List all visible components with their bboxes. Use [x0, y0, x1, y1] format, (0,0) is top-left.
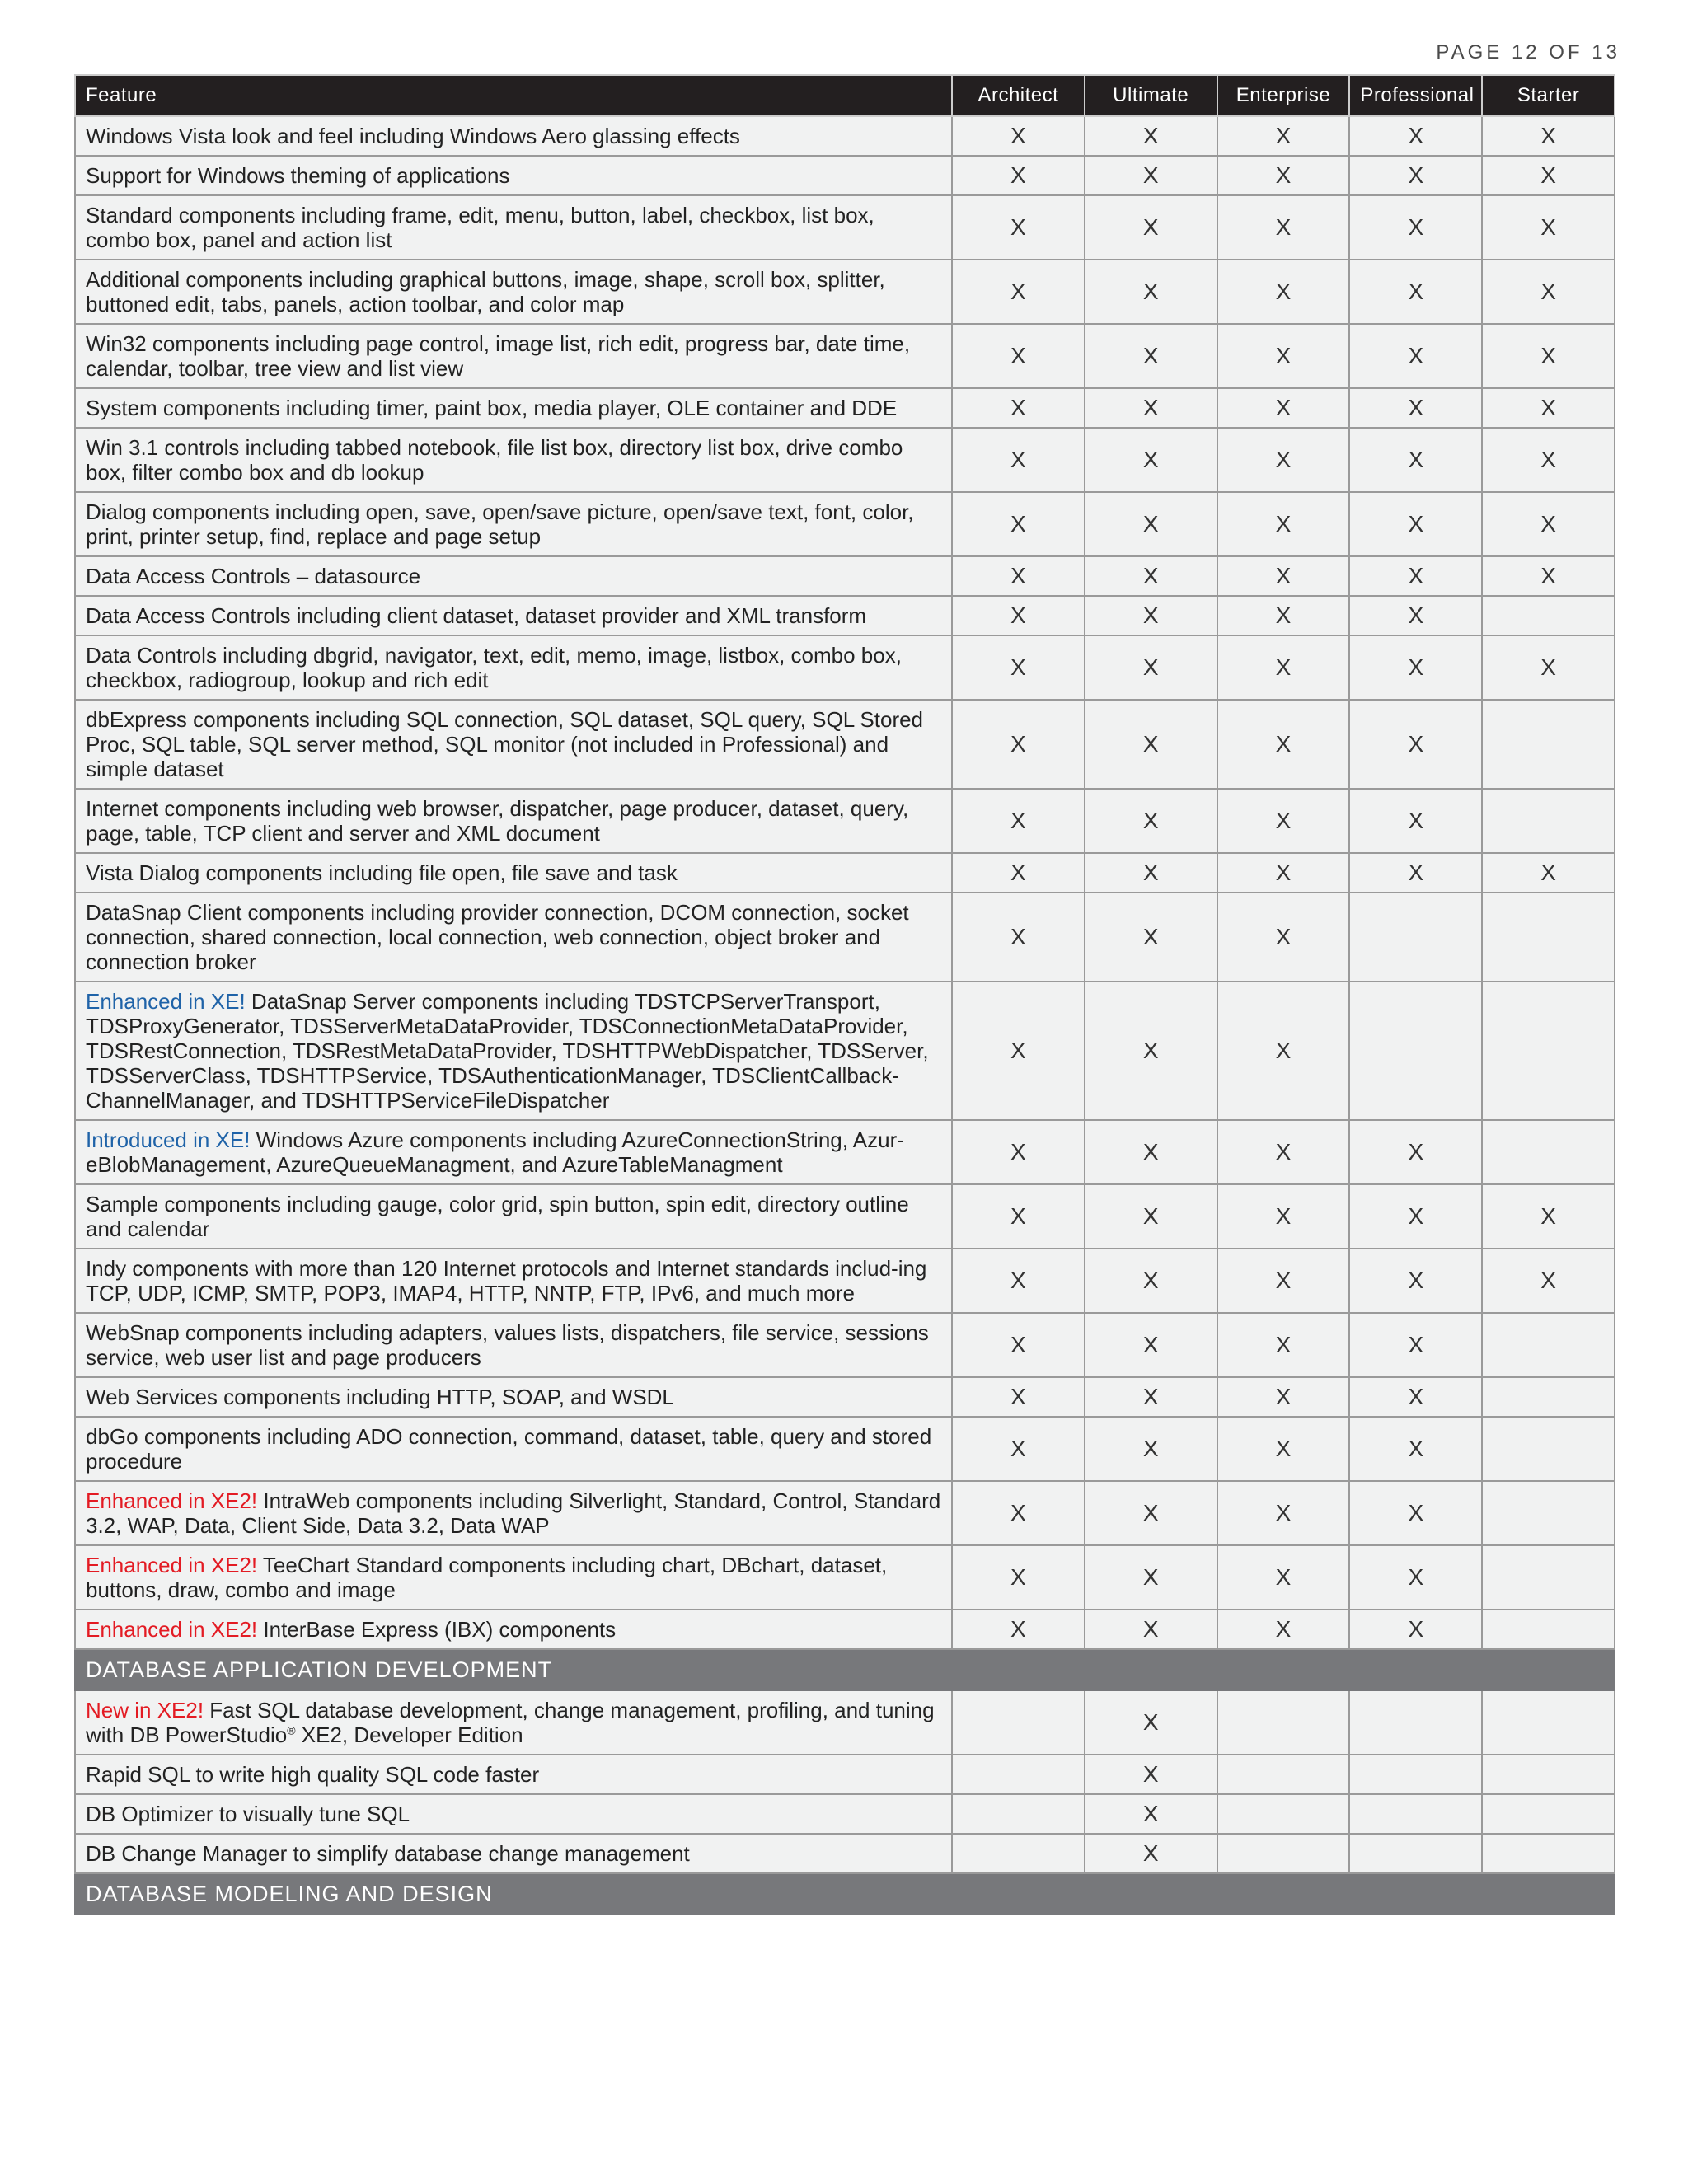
- feature-tag: New in XE2!: [86, 1698, 204, 1722]
- feature-cell: [75, 1690, 952, 1755]
- table-row: [75, 1377, 1615, 1417]
- edition-mark-starter: X: [1482, 1184, 1615, 1249]
- feature-comparison-table: [74, 74, 1615, 1915]
- feature-cell: [75, 556, 952, 596]
- edition-mark-ultimate: X: [1085, 260, 1217, 324]
- table-row: [75, 982, 1615, 1120]
- edition-mark-professional: X: [1349, 324, 1482, 388]
- edition-mark-professional: X: [1349, 1545, 1482, 1610]
- edition-mark-enterprise: X: [1217, 428, 1350, 492]
- edition-mark-enterprise: X: [1217, 260, 1350, 324]
- edition-mark-starter: X: [1482, 388, 1615, 428]
- edition-mark-starter: [1482, 1313, 1615, 1377]
- table-row: [75, 1545, 1615, 1610]
- edition-mark-architect: X: [952, 1377, 1085, 1417]
- feature-cell: [75, 1184, 952, 1249]
- table-row: [75, 893, 1615, 982]
- feature-text: DataSnap Client components including provider connection, DCOM connection, socket connection, shared connection, local connection, web connection, object broker and connection broker: [86, 900, 909, 974]
- feature-cell: [75, 982, 952, 1120]
- table-row: [75, 853, 1615, 893]
- edition-mark-professional: [1349, 1690, 1482, 1755]
- edition-mark-starter: X: [1482, 156, 1615, 195]
- feature-cell: [75, 1610, 952, 1649]
- edition-mark-professional: X: [1349, 1120, 1482, 1184]
- edition-mark-starter: X: [1482, 324, 1615, 388]
- feature-cell: [75, 156, 952, 195]
- edition-mark-professional: X: [1349, 1417, 1482, 1481]
- edition-mark-architect: X: [952, 1313, 1085, 1377]
- edition-mark-enterprise: X: [1217, 700, 1350, 789]
- edition-mark-starter: X: [1482, 556, 1615, 596]
- column-header-feature: Feature: [75, 75, 952, 116]
- edition-mark-professional: X: [1349, 635, 1482, 700]
- edition-mark-architect: X: [952, 1610, 1085, 1649]
- feature-cell: [75, 1545, 952, 1610]
- edition-mark-ultimate: X: [1085, 1120, 1217, 1184]
- edition-mark-starter: [1482, 1377, 1615, 1417]
- table-row: [75, 1834, 1615, 1873]
- table-row: [75, 596, 1615, 635]
- edition-mark-enterprise: X: [1217, 982, 1350, 1120]
- column-header-starter: Starter: [1482, 75, 1615, 116]
- edition-mark-enterprise: X: [1217, 1184, 1350, 1249]
- table-body: [75, 116, 1615, 1915]
- column-header-architect: Architect: [952, 75, 1085, 116]
- edition-mark-enterprise: X: [1217, 789, 1350, 853]
- feature-text: Data Controls including dbgrid, navigator, text, edit, memo, image, listbox, combo box, checkbox, radiogroup, lookup and rich edit: [86, 643, 902, 692]
- edition-mark-professional: X: [1349, 1610, 1482, 1649]
- edition-mark-starter: [1482, 1481, 1615, 1545]
- edition-mark-starter: [1482, 1794, 1615, 1834]
- feature-text: Additional components including graphical buttons, image, shape, scroll box, splitter, buttoned edit, tabs, panels, action toolbar, and color map: [86, 267, 885, 316]
- feature-cell: [75, 1313, 952, 1377]
- feature-cell: [75, 1481, 952, 1545]
- feature-text-after: XE2, Developer Edition: [295, 1722, 523, 1747]
- edition-mark-enterprise: X: [1217, 1313, 1350, 1377]
- section-header-row: [75, 1873, 1615, 1915]
- edition-mark-professional: X: [1349, 556, 1482, 596]
- feature-text: Support for Windows theming of applications: [86, 163, 510, 188]
- edition-mark-ultimate: X: [1085, 789, 1217, 853]
- edition-mark-architect: X: [952, 1417, 1085, 1481]
- edition-mark-enterprise: X: [1217, 116, 1350, 156]
- table-header-row: [75, 75, 1615, 116]
- edition-mark-starter: [1482, 1610, 1615, 1649]
- feature-cell: [75, 596, 952, 635]
- feature-text: Sample components including gauge, color grid, spin button, spin edit, directory outline and calendar: [86, 1192, 909, 1241]
- edition-mark-ultimate: X: [1085, 195, 1217, 260]
- feature-text: Win32 components including page control, image list, rich edit, progress bar, date time, calendar, toolbar, tree view and list view: [86, 331, 911, 381]
- edition-mark-ultimate: X: [1085, 1377, 1217, 1417]
- edition-mark-professional: [1349, 982, 1482, 1120]
- feature-cell: [75, 635, 952, 700]
- feature-cell: [75, 789, 952, 853]
- edition-mark-enterprise: [1217, 1834, 1350, 1873]
- edition-mark-professional: X: [1349, 260, 1482, 324]
- edition-mark-ultimate: X: [1085, 556, 1217, 596]
- edition-mark-starter: [1482, 982, 1615, 1120]
- edition-mark-ultimate: X: [1085, 156, 1217, 195]
- feature-text: Web Services components including HTTP, SOAP, and WSDL: [86, 1385, 674, 1409]
- edition-mark-architect: X: [952, 1545, 1085, 1610]
- edition-mark-architect: X: [952, 260, 1085, 324]
- edition-mark-professional: X: [1349, 388, 1482, 428]
- edition-mark-architect: [952, 1690, 1085, 1755]
- edition-mark-ultimate: X: [1085, 1481, 1217, 1545]
- edition-mark-enterprise: X: [1217, 1545, 1350, 1610]
- feature-text: System components including timer, paint box, media player, OLE container and DDE: [86, 396, 898, 420]
- edition-mark-starter: [1482, 596, 1615, 635]
- feature-cell: [75, 260, 952, 324]
- feature-text: Windows Vista look and feel including Windows Aero glassing effects: [86, 124, 740, 148]
- edition-mark-architect: X: [952, 635, 1085, 700]
- edition-mark-enterprise: X: [1217, 388, 1350, 428]
- table-row: [75, 700, 1615, 789]
- edition-mark-enterprise: X: [1217, 195, 1350, 260]
- edition-mark-architect: X: [952, 156, 1085, 195]
- edition-mark-starter: [1482, 893, 1615, 982]
- edition-mark-professional: X: [1349, 195, 1482, 260]
- feature-cell: [75, 893, 952, 982]
- edition-mark-enterprise: X: [1217, 853, 1350, 893]
- feature-text: Rapid SQL to write high quality SQL code faster: [86, 1762, 540, 1787]
- section-title: DATABASE MODELING AND DESIGN: [75, 1873, 1615, 1915]
- edition-mark-enterprise: X: [1217, 596, 1350, 635]
- edition-mark-enterprise: [1217, 1755, 1350, 1794]
- edition-mark-architect: X: [952, 1249, 1085, 1313]
- table-row: [75, 1120, 1615, 1184]
- edition-mark-ultimate: X: [1085, 1249, 1217, 1313]
- edition-mark-starter: [1482, 1755, 1615, 1794]
- feature-cell: [75, 116, 952, 156]
- edition-mark-ultimate: X: [1085, 635, 1217, 700]
- table-row: [75, 156, 1615, 195]
- feature-cell: [75, 428, 952, 492]
- table-row: [75, 388, 1615, 428]
- feature-cell: [75, 1120, 952, 1184]
- feature-text: Windows Azure components including AzureConnectionString, Azur-eBlobManagement, AzureQueueManagment, and AzureTableManagment: [86, 1127, 904, 1177]
- edition-mark-architect: X: [952, 982, 1085, 1120]
- edition-mark-professional: [1349, 1834, 1482, 1873]
- page-number: PAGE 12 OF 13: [1436, 41, 1620, 63]
- feature-tag: Enhanced in XE2!: [86, 1553, 258, 1577]
- feature-text: Dialog components including open, save, open/save picture, open/save text, font, color, print, printer setup, find, replace and page setup: [86, 499, 914, 549]
- edition-mark-professional: X: [1349, 116, 1482, 156]
- edition-mark-architect: X: [952, 789, 1085, 853]
- edition-mark-professional: X: [1349, 853, 1482, 893]
- edition-mark-enterprise: X: [1217, 893, 1350, 982]
- edition-mark-ultimate: X: [1085, 1417, 1217, 1481]
- table-row: [75, 1249, 1615, 1313]
- edition-mark-ultimate: X: [1085, 893, 1217, 982]
- edition-mark-ultimate: X: [1085, 1794, 1217, 1834]
- feature-text: dbGo components including ADO connection, command, dataset, table, query and stored procedure: [86, 1424, 932, 1474]
- section-title: DATABASE APPLICATION DEVELOPMENT: [75, 1649, 1615, 1690]
- edition-mark-starter: X: [1482, 1249, 1615, 1313]
- edition-mark-professional: X: [1349, 596, 1482, 635]
- edition-mark-architect: X: [952, 388, 1085, 428]
- feature-text: WebSnap components including adapters, values lists, dispatchers, file service, sessions service, web user list and page producers: [86, 1320, 929, 1370]
- edition-mark-enterprise: X: [1217, 1417, 1350, 1481]
- edition-mark-enterprise: X: [1217, 156, 1350, 195]
- edition-mark-ultimate: X: [1085, 388, 1217, 428]
- feature-text: dbExpress components including SQL connection, SQL dataset, SQL query, SQL Stored Proc, SQL table, SQL server method, SQL monitor (not included in Professional) and simple dataset: [86, 707, 924, 781]
- edition-mark-architect: X: [952, 700, 1085, 789]
- column-header-enterprise: Enterprise: [1217, 75, 1350, 116]
- edition-mark-ultimate: X: [1085, 596, 1217, 635]
- feature-text: Data Access Controls including client dataset, dataset provider and XML transform: [86, 603, 867, 628]
- edition-mark-professional: [1349, 1794, 1482, 1834]
- feature-cell: [75, 324, 952, 388]
- edition-mark-starter: X: [1482, 428, 1615, 492]
- section-header-row: [75, 1649, 1615, 1690]
- edition-mark-enterprise: X: [1217, 1377, 1350, 1417]
- table-row: [75, 635, 1615, 700]
- edition-mark-starter: X: [1482, 195, 1615, 260]
- edition-mark-professional: X: [1349, 1481, 1482, 1545]
- feature-text: Fast SQL database development, change management, profiling, and tuning with DB PowerStudio: [86, 1698, 935, 1747]
- feature-text: IntraWeb components including Silverlight, Standard, Control, Standard 3.2, WAP, Data, Client Side, Data 3.2, Data WAP: [86, 1488, 941, 1538]
- feature-text: TeeChart Standard components including chart, DBchart, dataset, buttons, draw, combo and image: [86, 1553, 888, 1602]
- edition-mark-professional: [1349, 893, 1482, 982]
- edition-mark-architect: X: [952, 1120, 1085, 1184]
- feature-text: Vista Dialog components including file open, file save and task: [86, 860, 678, 885]
- edition-mark-starter: X: [1482, 116, 1615, 156]
- edition-mark-starter: [1482, 1417, 1615, 1481]
- feature-text: Data Access Controls – datasource: [86, 564, 421, 588]
- edition-mark-ultimate: X: [1085, 428, 1217, 492]
- feature-cell: [75, 1417, 952, 1481]
- table-row: [75, 1610, 1615, 1649]
- feature-cell: [75, 853, 952, 893]
- edition-mark-architect: X: [952, 556, 1085, 596]
- edition-mark-starter: [1482, 1120, 1615, 1184]
- edition-mark-ultimate: X: [1085, 1313, 1217, 1377]
- edition-mark-enterprise: [1217, 1794, 1350, 1834]
- edition-mark-architect: X: [952, 195, 1085, 260]
- edition-mark-ultimate: X: [1085, 116, 1217, 156]
- edition-mark-starter: [1482, 1545, 1615, 1610]
- feature-text: DB Optimizer to visually tune SQL: [86, 1802, 410, 1826]
- feature-cell: [75, 1249, 952, 1313]
- feature-tag: Enhanced in XE2!: [86, 1617, 258, 1642]
- feature-text: DB Change Manager to simplify database change management: [86, 1841, 690, 1866]
- edition-mark-professional: [1349, 1755, 1482, 1794]
- feature-cell: [75, 700, 952, 789]
- edition-mark-ultimate: X: [1085, 492, 1217, 556]
- edition-mark-ultimate: X: [1085, 1834, 1217, 1873]
- feature-text: Internet components including web browser, dispatcher, page producer, dataset, query, page, table, TCP client and server and XML document: [86, 796, 909, 846]
- edition-mark-professional: X: [1349, 1184, 1482, 1249]
- feature-cell: [75, 492, 952, 556]
- edition-mark-enterprise: X: [1217, 635, 1350, 700]
- edition-mark-professional: X: [1349, 789, 1482, 853]
- feature-cell: [75, 1834, 952, 1873]
- edition-mark-starter: [1482, 1690, 1615, 1755]
- edition-mark-starter: X: [1482, 492, 1615, 556]
- edition-mark-starter: X: [1482, 853, 1615, 893]
- edition-mark-enterprise: X: [1217, 1249, 1350, 1313]
- edition-mark-enterprise: X: [1217, 492, 1350, 556]
- edition-mark-professional: X: [1349, 1249, 1482, 1313]
- edition-mark-enterprise: X: [1217, 1610, 1350, 1649]
- edition-mark-ultimate: X: [1085, 1610, 1217, 1649]
- feature-cell: [75, 388, 952, 428]
- table-row: [75, 492, 1615, 556]
- edition-mark-starter: [1482, 700, 1615, 789]
- table-row: [75, 324, 1615, 388]
- table-row: [75, 1690, 1615, 1755]
- feature-text: InterBase Express (IBX) components: [257, 1617, 617, 1642]
- table-row: [75, 1481, 1615, 1545]
- edition-mark-architect: [952, 1794, 1085, 1834]
- edition-mark-professional: X: [1349, 1313, 1482, 1377]
- edition-mark-starter: X: [1482, 260, 1615, 324]
- edition-mark-professional: X: [1349, 700, 1482, 789]
- feature-text: Indy components with more than 120 Internet protocols and Internet standards includ-ing TCP, UDP, ICMP, SMTP, POP3, IMAP4, HTTP, NNTP, FTP, IPv6, and much more: [86, 1256, 927, 1305]
- table-row: [75, 116, 1615, 156]
- edition-mark-architect: X: [952, 116, 1085, 156]
- edition-mark-architect: X: [952, 853, 1085, 893]
- edition-mark-enterprise: X: [1217, 556, 1350, 596]
- edition-mark-starter: [1482, 789, 1615, 853]
- table-row: [75, 1794, 1615, 1834]
- edition-mark-starter: [1482, 1834, 1615, 1873]
- edition-mark-enterprise: X: [1217, 324, 1350, 388]
- table-row: [75, 1755, 1615, 1794]
- feature-cell: [75, 1794, 952, 1834]
- edition-mark-professional: X: [1349, 1377, 1482, 1417]
- feature-text: Standard components including frame, edit, menu, button, label, checkbox, list box, combo box, panel and action list: [86, 203, 874, 252]
- edition-mark-starter: X: [1482, 635, 1615, 700]
- feature-cell: [75, 1755, 952, 1794]
- table-row: [75, 428, 1615, 492]
- table-row: [75, 1417, 1615, 1481]
- edition-mark-ultimate: X: [1085, 1184, 1217, 1249]
- feature-tag: Enhanced in XE2!: [86, 1488, 258, 1513]
- edition-mark-architect: [952, 1755, 1085, 1794]
- edition-mark-enterprise: X: [1217, 1120, 1350, 1184]
- edition-mark-architect: X: [952, 324, 1085, 388]
- edition-mark-architect: X: [952, 893, 1085, 982]
- edition-mark-architect: X: [952, 1481, 1085, 1545]
- registered-mark: ®: [287, 1723, 296, 1737]
- edition-mark-enterprise: [1217, 1690, 1350, 1755]
- edition-mark-ultimate: X: [1085, 982, 1217, 1120]
- edition-mark-ultimate: X: [1085, 1755, 1217, 1794]
- table-row: [75, 1184, 1615, 1249]
- edition-mark-professional: X: [1349, 492, 1482, 556]
- feature-cell: [75, 1377, 952, 1417]
- table-row: [75, 556, 1615, 596]
- edition-mark-ultimate: X: [1085, 324, 1217, 388]
- column-header-ultimate: Ultimate: [1085, 75, 1217, 116]
- table-row: [75, 195, 1615, 260]
- edition-mark-ultimate: X: [1085, 1690, 1217, 1755]
- feature-tag: Enhanced in XE!: [86, 989, 246, 1014]
- edition-mark-architect: X: [952, 596, 1085, 635]
- edition-mark-ultimate: X: [1085, 700, 1217, 789]
- edition-mark-architect: [952, 1834, 1085, 1873]
- feature-text: DataSnap Server components including TDSTCPServerTransport, TDSProxyGenerator, TDSServerMetaDataProvider, TDSConnectionMetaDataProvider, TDSRestConnection, TDSRestMetaDataProvider, TDSHTTPWebDispatcher, TDSServer, TDSServerClass, TDSHTTPService, TDSAuthenticationManager, TDSClientCallback-ChannelManager, and TDSHTTPServiceFileDispatcher: [86, 989, 929, 1113]
- table-row: [75, 789, 1615, 853]
- edition-mark-professional: X: [1349, 428, 1482, 492]
- table-row: [75, 1313, 1615, 1377]
- edition-mark-architect: X: [952, 1184, 1085, 1249]
- edition-mark-ultimate: X: [1085, 1545, 1217, 1610]
- edition-mark-ultimate: X: [1085, 853, 1217, 893]
- column-header-professional: Professional: [1349, 75, 1482, 116]
- feature-text: Win 3.1 controls including tabbed notebook, file list box, directory list box, drive combo box, filter combo box and db lookup: [86, 435, 903, 485]
- edition-mark-professional: X: [1349, 156, 1482, 195]
- edition-mark-architect: X: [952, 492, 1085, 556]
- edition-mark-architect: X: [952, 428, 1085, 492]
- feature-cell: [75, 195, 952, 260]
- table-row: [75, 260, 1615, 324]
- feature-tag: Introduced in XE!: [86, 1127, 251, 1152]
- edition-mark-enterprise: X: [1217, 1481, 1350, 1545]
